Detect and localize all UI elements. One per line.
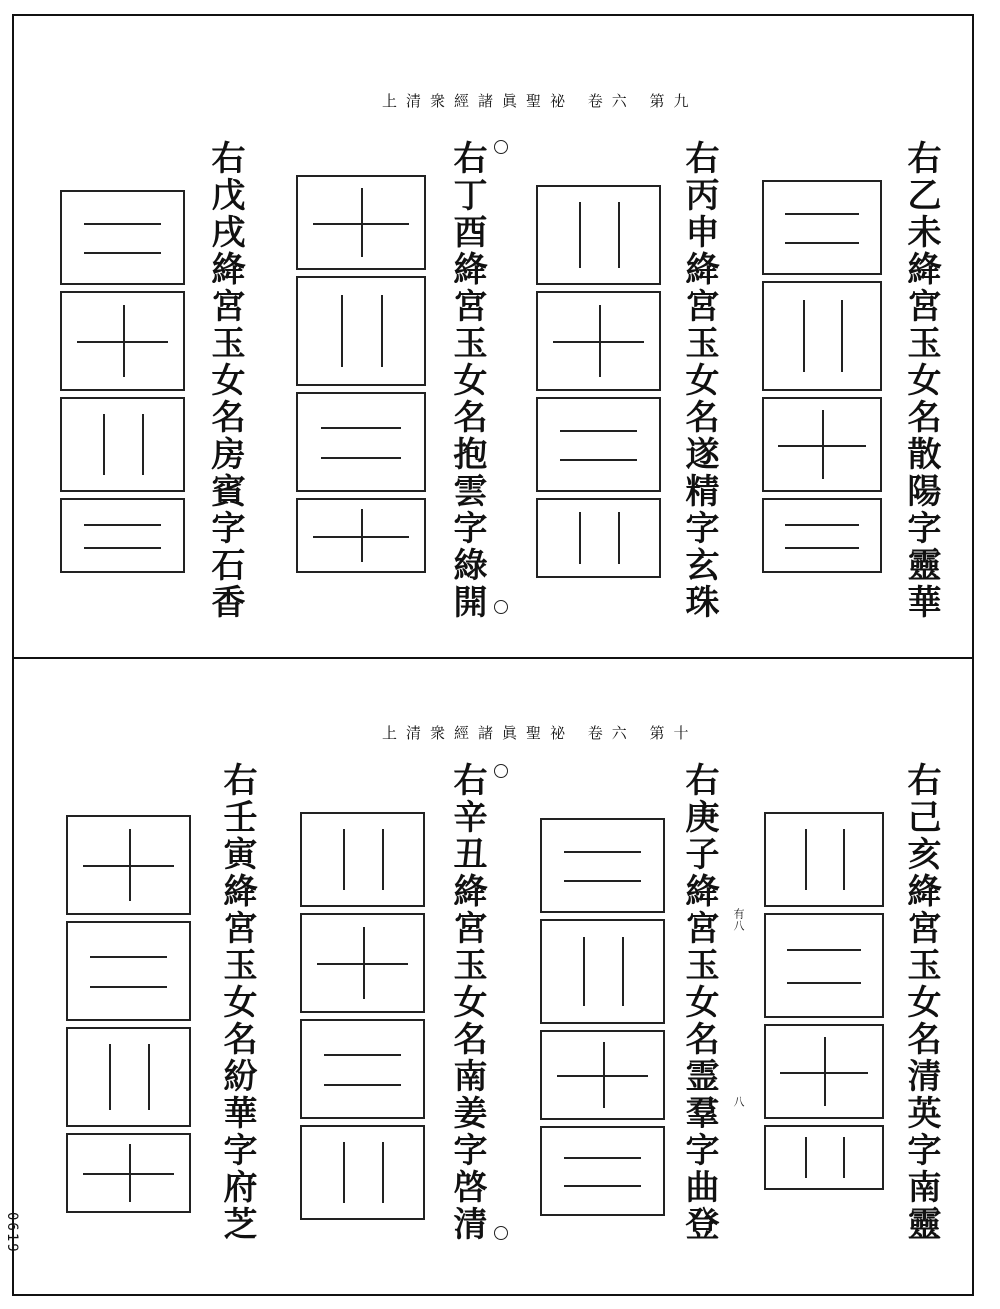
page-header-top: 上清衆經諸眞聖祕 卷六 第九 (382, 92, 698, 110)
talisman-glyph (66, 1027, 191, 1127)
talisman-glyph (540, 1030, 665, 1120)
binding-hole-mark (494, 764, 508, 778)
binding-hole-mark (494, 140, 508, 154)
talisman-glyph (762, 180, 882, 275)
talisman-glyph (300, 1125, 425, 1220)
text-column-4: 右戊戌絳宮玉女名房賓字石香 (205, 140, 245, 621)
talisman-glyph (536, 498, 661, 578)
talisman-glyph (60, 190, 185, 285)
talisman-glyph (762, 397, 882, 492)
talisman-7 (300, 812, 425, 1220)
talisman-4 (60, 190, 185, 573)
page-header-bottom: 上清衆經諸眞聖祕 卷六 第十 (382, 724, 698, 742)
talisman-glyph (540, 919, 665, 1024)
margin-note: 八 (732, 1096, 745, 1108)
talisman-glyph (296, 276, 426, 386)
talisman-glyph (540, 818, 665, 913)
talisman-glyph (66, 921, 191, 1021)
talisman-2 (536, 185, 661, 578)
page-divider (12, 657, 974, 659)
text-column-2: 右丙申絳宮玉女名遂精字玄珠 (679, 140, 719, 621)
talisman-glyph (66, 1133, 191, 1213)
talisman-3 (296, 175, 426, 573)
talisman-glyph (60, 498, 185, 573)
binding-hole-mark (494, 600, 508, 614)
talisman-1 (762, 180, 882, 573)
talisman-glyph (296, 175, 426, 270)
talisman-5 (764, 812, 884, 1190)
talisman-glyph (300, 1019, 425, 1119)
text-column-8: 右壬寅絳宮玉女名紛華字府芝 (217, 762, 257, 1243)
text-column-6: 右庚子絳宮玉女名霊羣字曲登 (679, 762, 719, 1243)
talisman-glyph (60, 291, 185, 391)
talisman-glyph (536, 185, 661, 285)
margin-note: 有八 (732, 908, 745, 932)
talisman-glyph (300, 913, 425, 1013)
talisman-glyph (762, 281, 882, 391)
text-column-1: 右乙未絳宮玉女名散陽字靈華 (901, 140, 941, 621)
talisman-glyph (536, 397, 661, 492)
talisman-glyph (540, 1126, 665, 1216)
talisman-glyph (66, 815, 191, 915)
talisman-glyph (764, 812, 884, 907)
talisman-8 (66, 815, 191, 1213)
talisman-glyph (762, 498, 882, 573)
binding-hole-mark (494, 1226, 508, 1240)
talisman-glyph (60, 397, 185, 492)
talisman-6 (540, 818, 665, 1216)
talisman-glyph (764, 1125, 884, 1190)
talisman-glyph (764, 913, 884, 1018)
talisman-glyph (536, 291, 661, 391)
talisman-glyph (300, 812, 425, 907)
page-number: 0619 (4, 1212, 20, 1254)
text-column-7: 右辛丑絳宮玉女名南姜字啓清 (447, 762, 487, 1243)
talisman-glyph (296, 392, 426, 492)
text-column-5: 右己亥絳宮玉女名清英字南靈 (901, 762, 941, 1243)
talisman-glyph (764, 1024, 884, 1119)
talisman-glyph (296, 498, 426, 573)
text-column-3: 右丁酉絳宮玉女名抱雲字綠開 (447, 140, 487, 621)
